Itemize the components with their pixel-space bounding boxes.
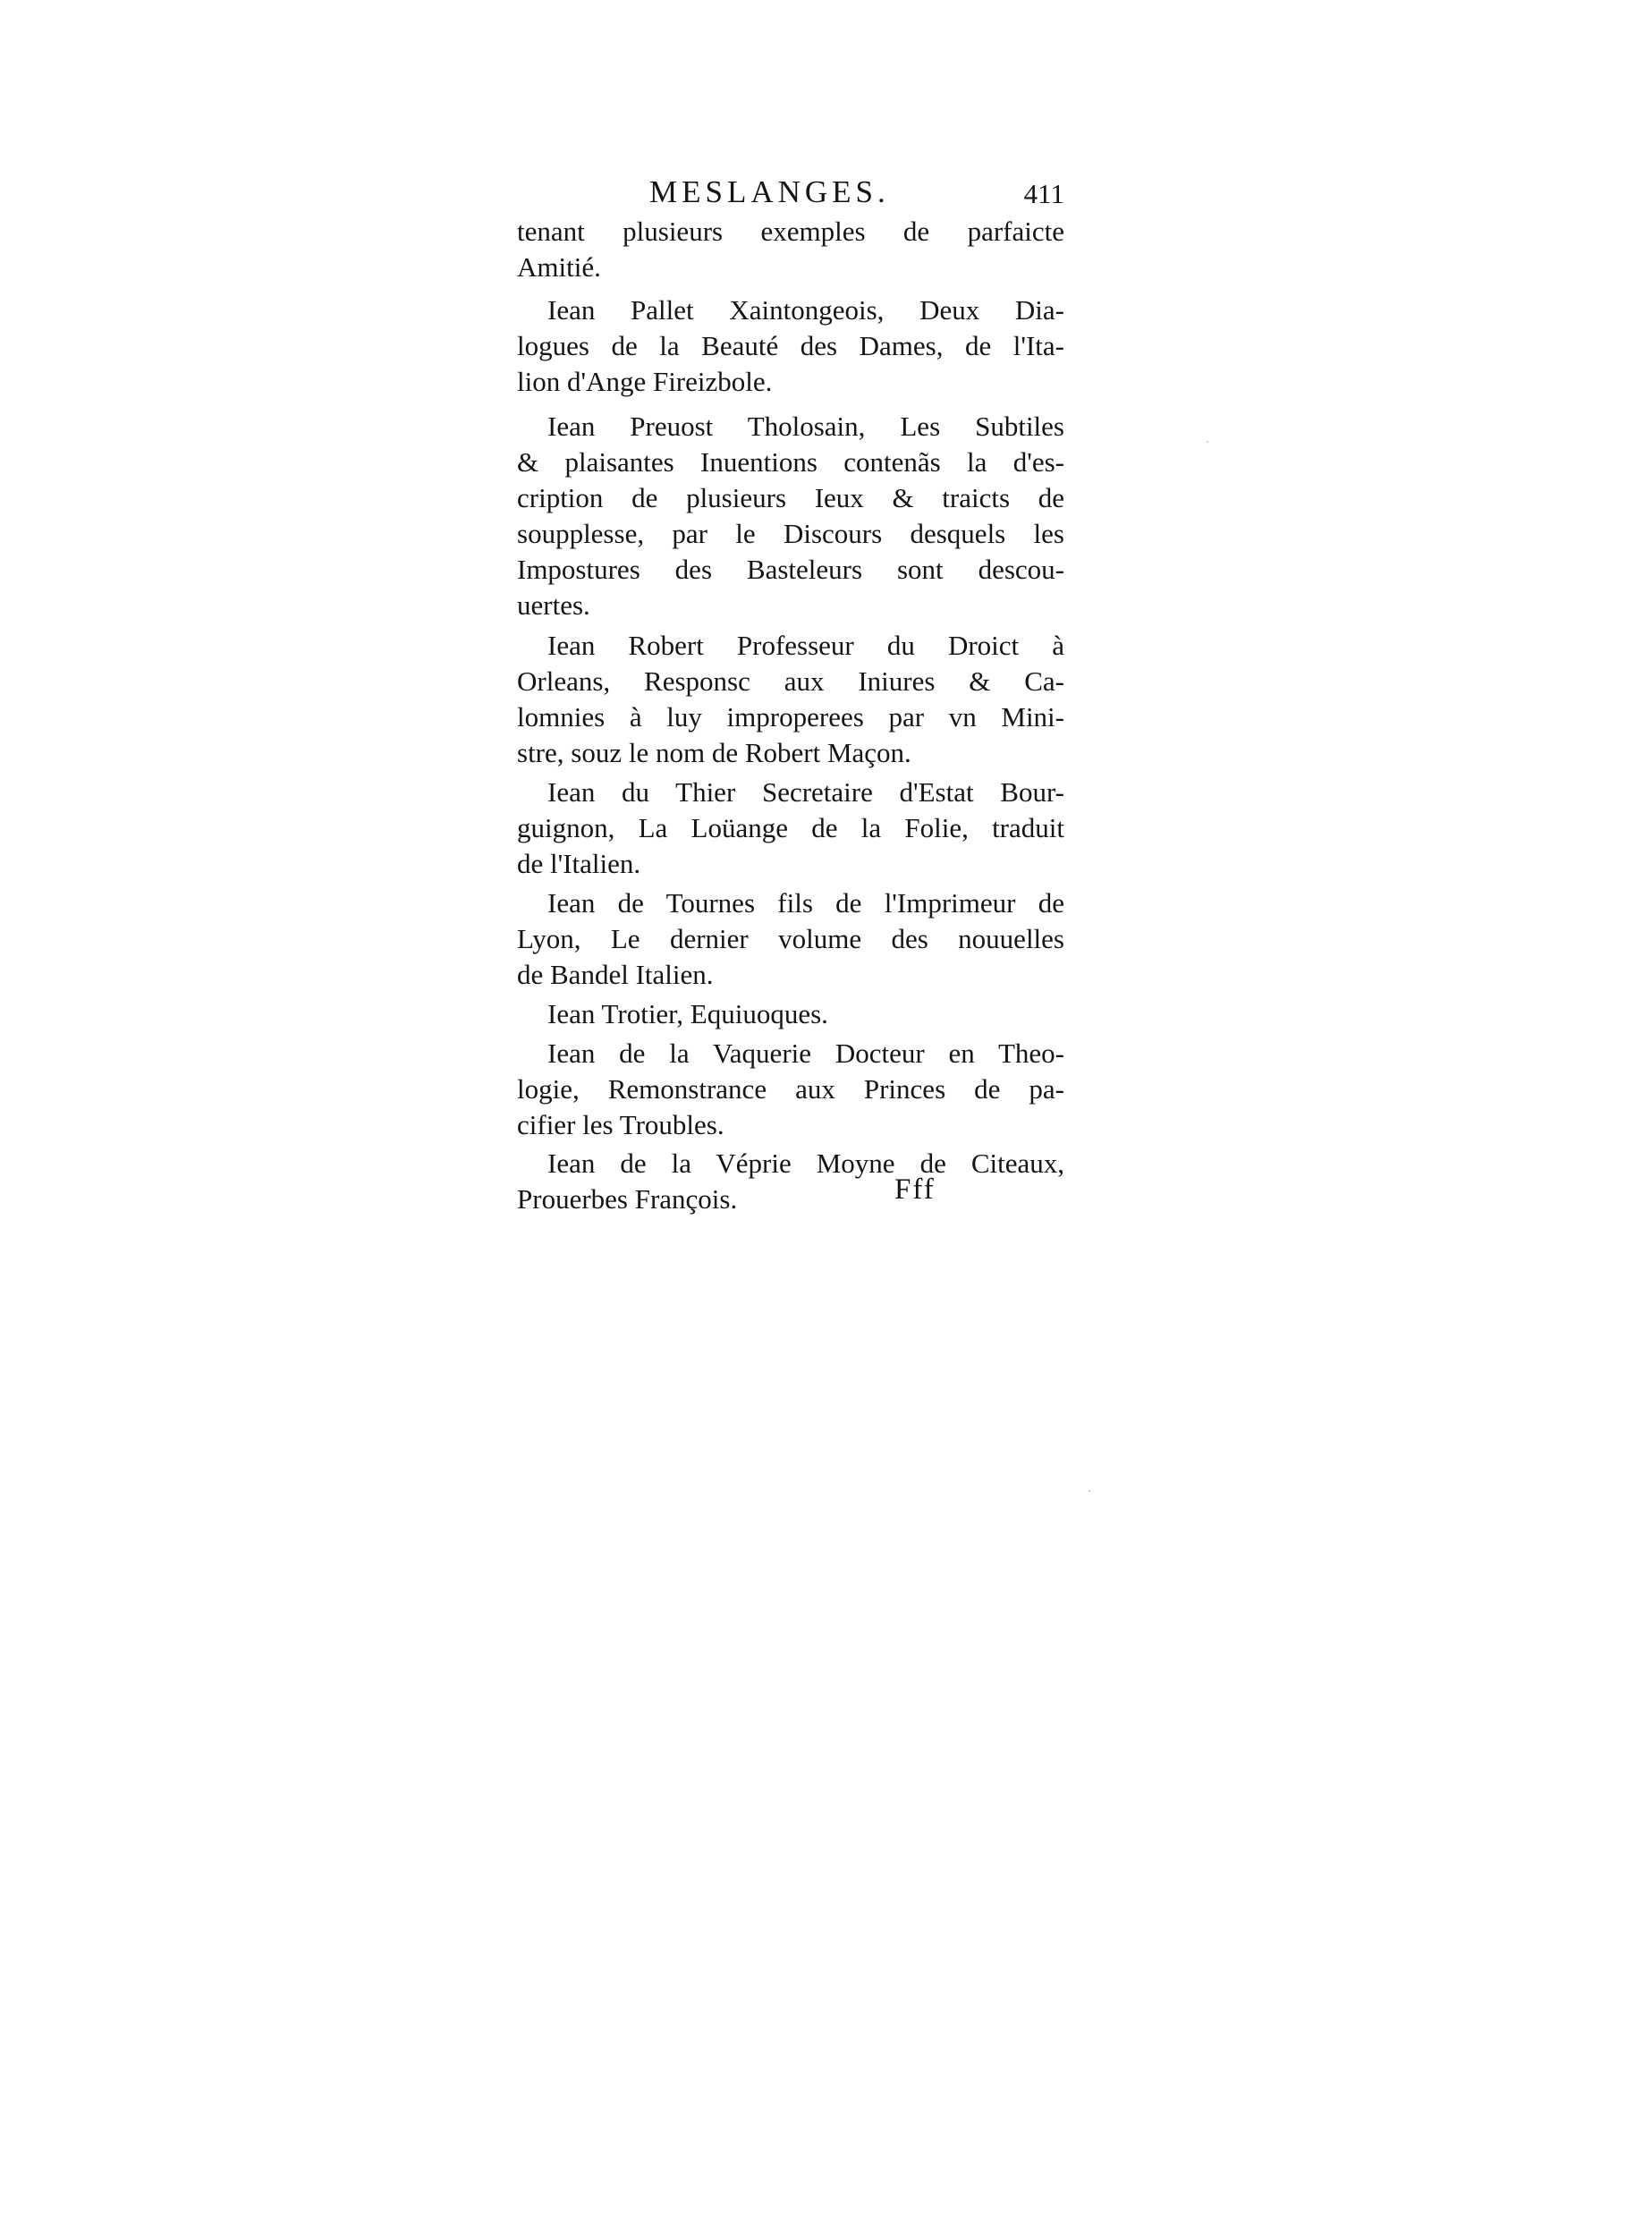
text-line: guignon, La Loüange de la Folie, traduit — [517, 812, 1064, 843]
text-line: Amitié. — [517, 251, 601, 283]
text-line: Iean Trotier, Equiuoques. — [547, 998, 828, 1029]
text-line: cifier les Troubles. — [517, 1109, 724, 1140]
text-line: uertes. — [517, 589, 590, 621]
page-number: 411 — [1023, 178, 1064, 209]
running-head — [517, 170, 1064, 215]
text-line: Prouerbes François. — [517, 1183, 738, 1215]
text-line: tenant plusieurs exemples de parfaicte — [517, 216, 1064, 247]
text-line: logues de la Beauté des Dames, de l'Ita- — [517, 330, 1064, 361]
text-line: Iean Robert Professeur du Droict à — [547, 630, 1064, 661]
text-line: de Bandel Italien. — [517, 959, 714, 990]
text-line: Iean de Tournes fils de l'Imprimeur de — [547, 887, 1064, 919]
text-line: Iean Preuost Tholosain, Les Subtiles — [547, 411, 1064, 442]
text-line: lion d'Ange Fireizbole. — [517, 366, 773, 397]
signature-mark: Fff — [894, 1173, 936, 1206]
text-line: logie, Remonstrance aux Princes de pa- — [517, 1073, 1064, 1105]
running-title: MESLANGES. — [649, 174, 890, 209]
text-line: stre, souz le nom de Robert Maçon. — [517, 737, 911, 768]
text-line: Iean Pallet Xaintongeois, Deux Dia- — [547, 294, 1064, 326]
scan-speck — [1207, 441, 1208, 443]
text-line: Lyon, Le dernier volume des nouuelles — [517, 923, 1064, 954]
text-line: soupplesse, par le Discours desquels les — [517, 518, 1064, 549]
text-line: Orleans, Responsc aux Iniures & Ca- — [517, 665, 1064, 697]
text-line: & plaisantes Inuentions contenãs la d'es- — [517, 446, 1064, 478]
text-line: cription de plusieurs Ieux & traicts de — [517, 482, 1064, 513]
text-line: Iean de la Véprie Moyne de Citeaux, — [547, 1148, 1064, 1179]
text-line: de l'Italien. — [517, 848, 641, 879]
scan-speck — [1089, 1490, 1090, 1492]
text-line: Iean de la Vaquerie Docteur en Theo- — [547, 1038, 1064, 1069]
text-line: Impostures des Basteleurs sont descou- — [517, 554, 1064, 585]
text-line: lomnies à luy improperees par vn Mini- — [517, 701, 1064, 733]
text-line: Iean du Thier Secretaire d'Estat Bour- — [547, 776, 1064, 808]
